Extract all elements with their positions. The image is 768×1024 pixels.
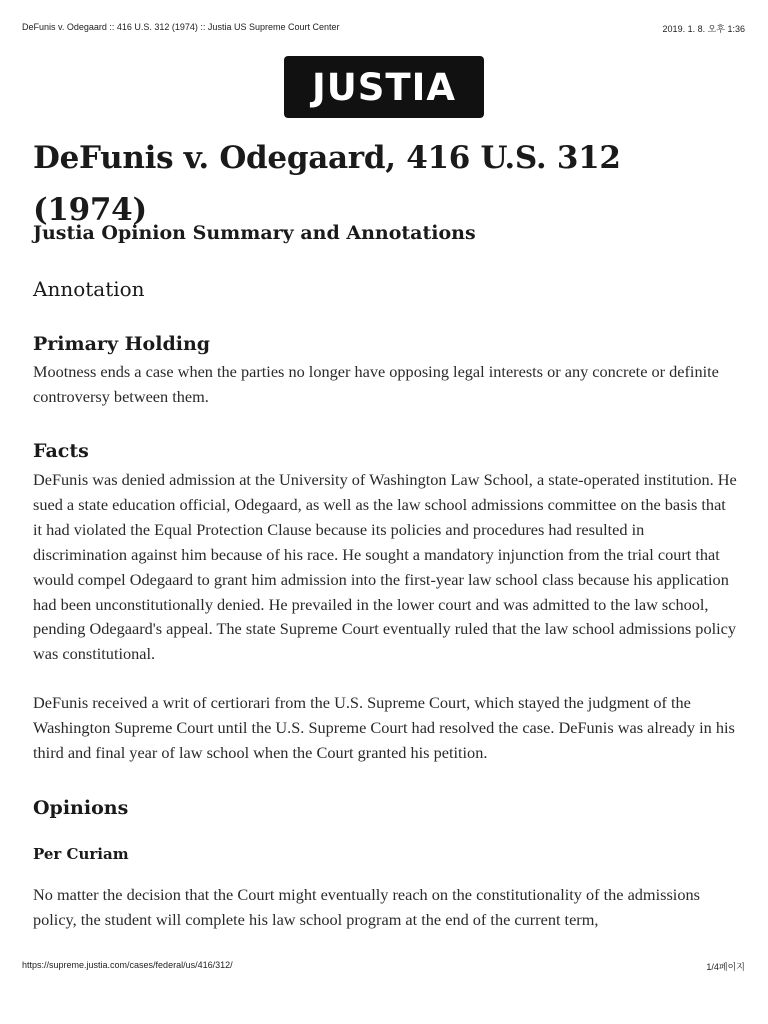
print-header-title: DeFunis v. Odegaard :: 416 U.S. 312 (1974) :: Justia US Supreme Court Center xyxy=(22,22,340,32)
opinions-heading: Opinions xyxy=(33,797,129,819)
facts-paragraph-1: DeFunis was denied admission at the University of Washington Law School, a state-operated institution. He sued a state education official, Odegaard, as well as the law school admissions committee on the basis that it had violated the Equal Protection Clause because its policies and procedures had resulted in discrimination against him because of his race. He sought a mandatory injunction from the trial court that would compel Odegaard to grant him admission into the first-year law school class because his application had been unconstitutionally denied. He prevailed in the lower court and was admitted to the law school, pending Odegaard's appeal. The state Supreme Court eventually ruled that the law school admissions policy was constitutional. xyxy=(33,470,737,664)
annotation-heading: Annotation xyxy=(33,277,145,301)
facts-heading: Facts xyxy=(33,440,89,462)
print-header-timestamp: 2019. 1. 8. 오후 1:36 xyxy=(662,24,745,34)
summary-heading: Justia Opinion Summary and Annotations xyxy=(33,222,476,244)
print-footer-url: https://supreme.justia.com/cases/federal/us/416/312/ xyxy=(22,960,233,970)
primary-holding-text: Mootness ends a case when the parties no longer have opposing legal interests or any concrete or definite controversy between them. xyxy=(33,362,719,406)
print-footer-page-indicator: 1/4페이지 xyxy=(706,962,745,972)
primary-holding-heading: Primary Holding xyxy=(33,333,211,355)
logo-text: JUSTIA xyxy=(311,65,457,109)
facts-paragraph-2: DeFunis received a writ of certiorari from the U.S. Supreme Court, which stayed the judgment of the Washington Supreme Court until the U.S. Supreme Court had resolved the case. DeFunis was already in his third and final year of law school when the Court granted his petition. xyxy=(33,693,735,762)
page-title: DeFunis v. Odegaard, 416 U.S. 312 (1974) xyxy=(33,140,621,228)
per-curiam-text: No matter the decision that the Court might eventually reach on the constitutionality of the admissions policy, the student will complete his law school program at the end of the current term, xyxy=(33,885,700,929)
justia-logo[interactable] xyxy=(284,56,484,118)
per-curiam-heading: Per Curiam xyxy=(33,845,129,863)
